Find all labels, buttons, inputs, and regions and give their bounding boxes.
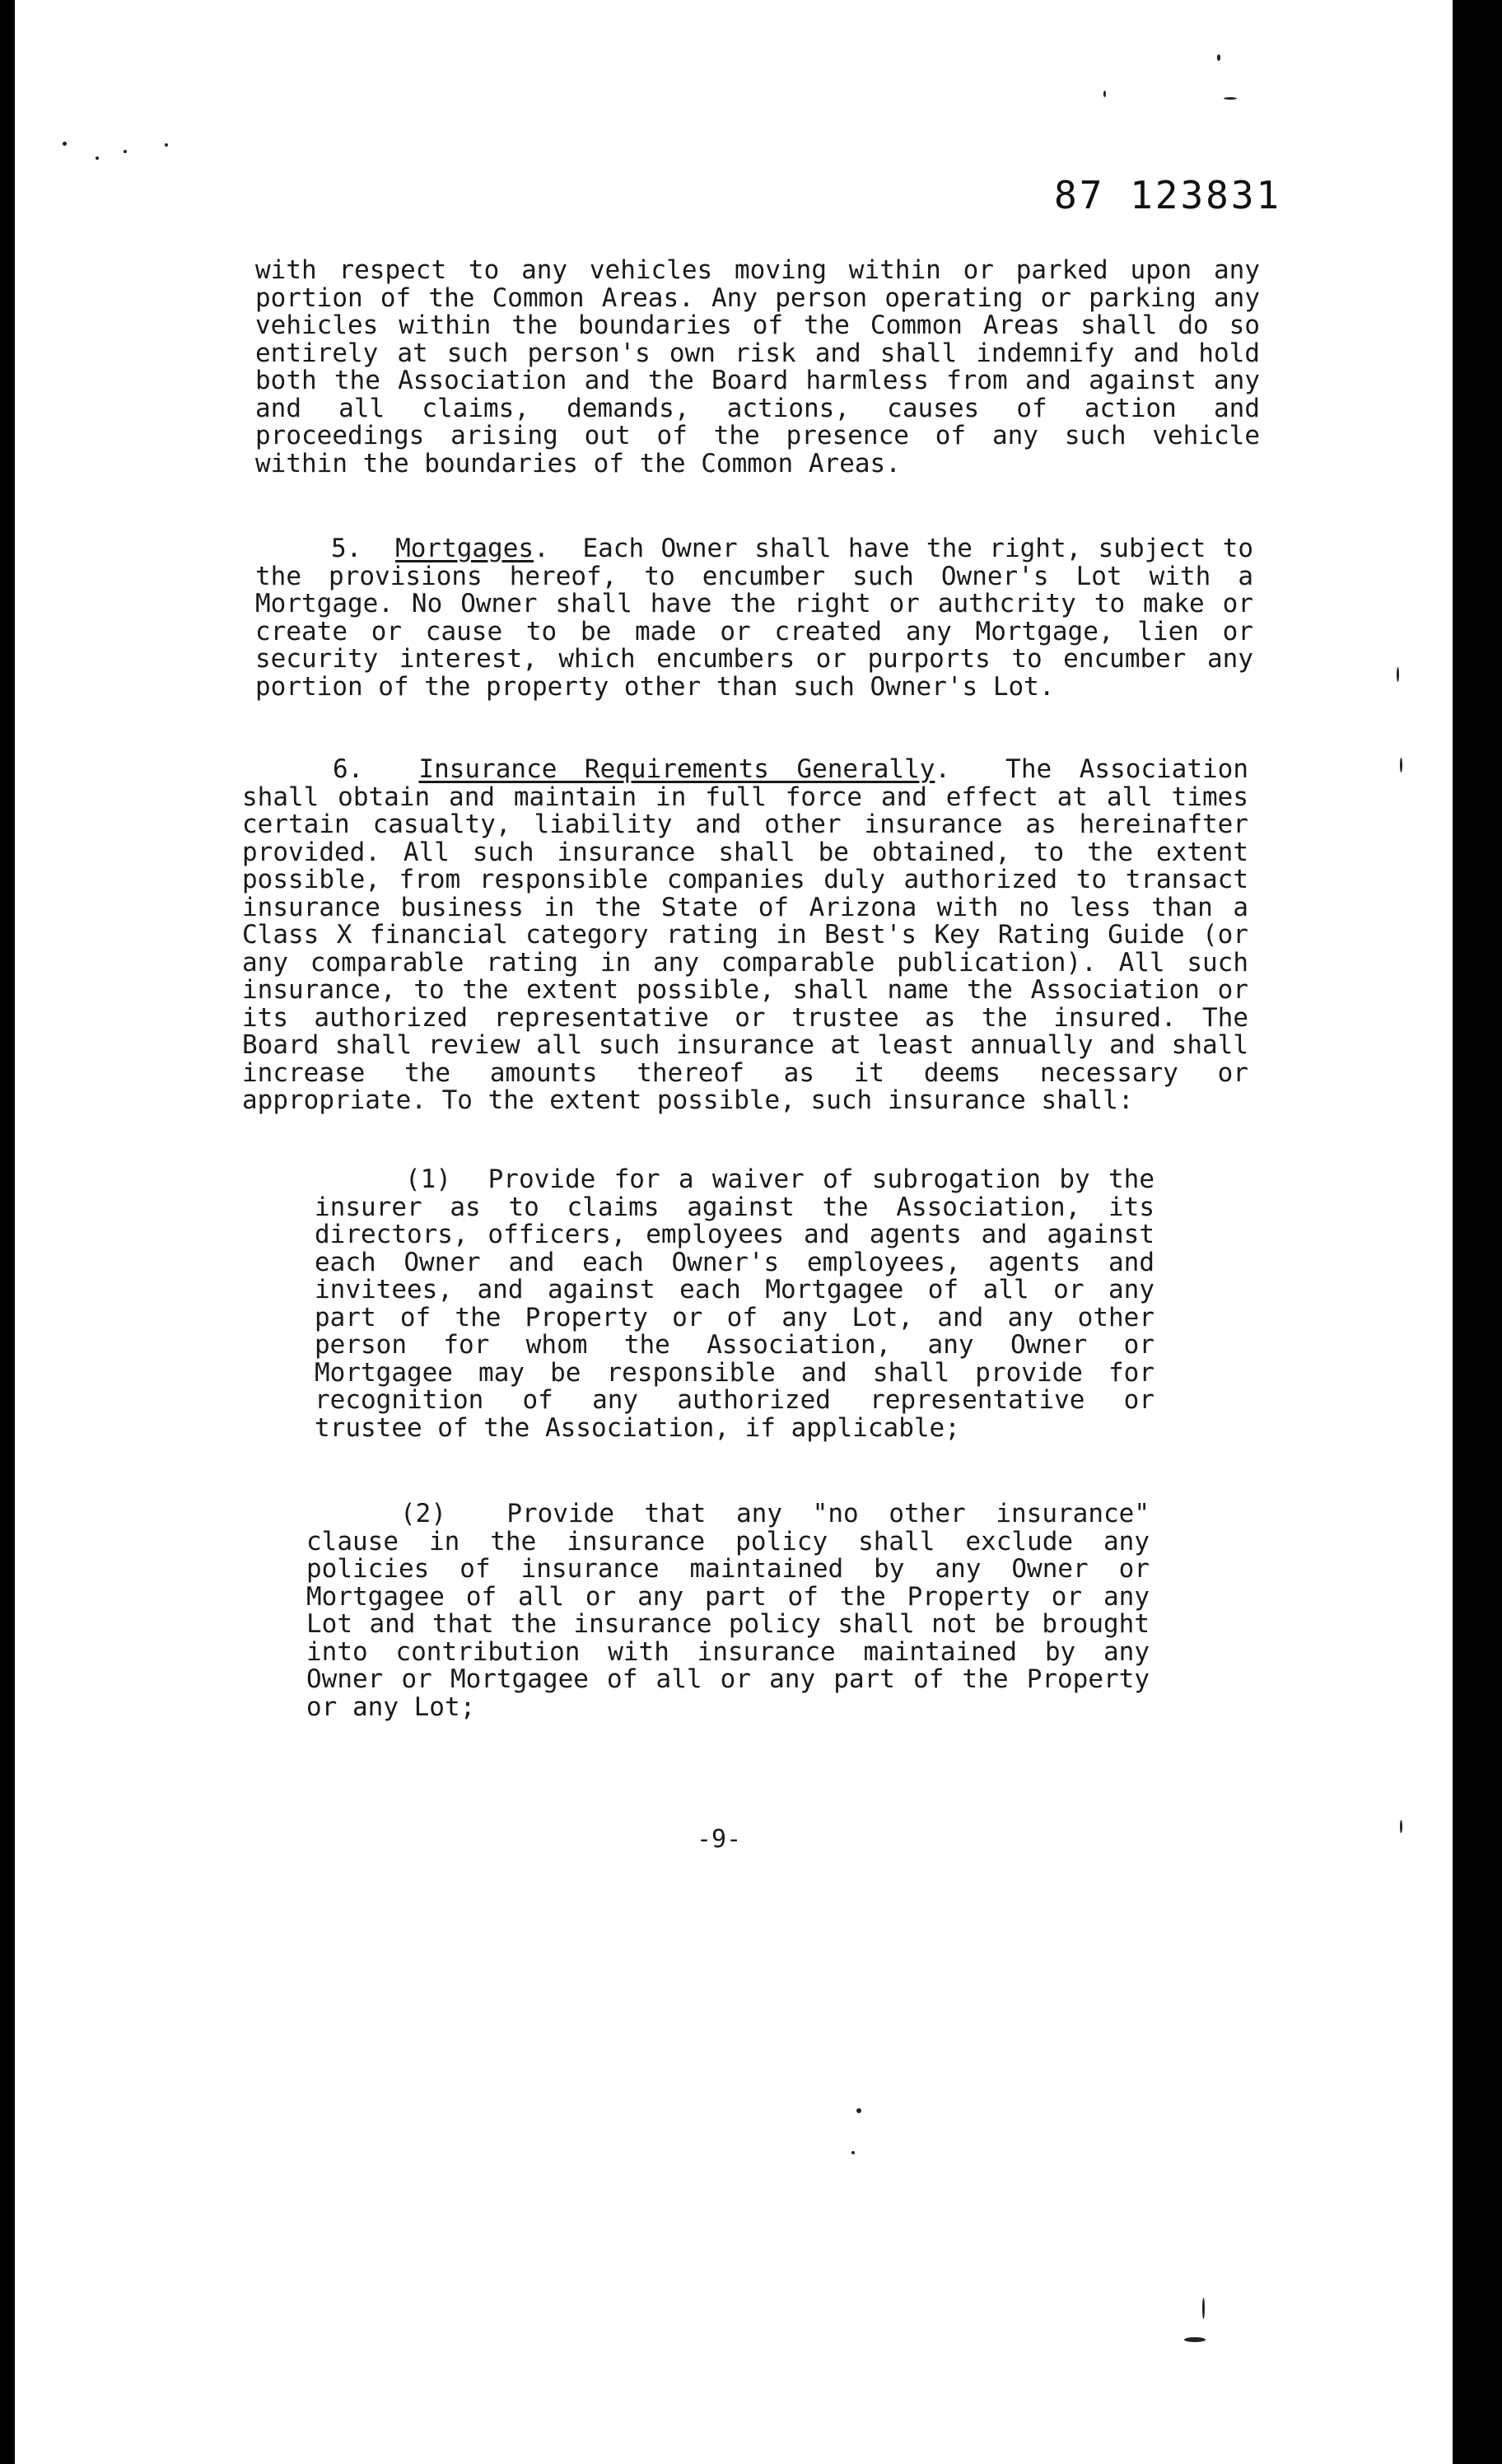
section-5-paragraph: 5. Mortgages. Each Owner shall have the right, subject to the provisions hereof, to encumber such Owner's Lot with a Mortgage. No Owner shall have the right or authcrity to make or create or cause to be made or created any Mortgage, lien or security interest, which encumbers or purports to encumber any portion of the property other than such Owner's Lot. <box>255 534 1253 702</box>
page-number: -9- <box>697 1825 742 1854</box>
section-6-heading: Insurance Requirements Generally <box>418 754 935 784</box>
section-6-paragraph: 6. Insurance Requirements Generally. The Association shall obtain and maintain in full force and effect at all times certain casualty, liability and other insurance as hereinafter provided. All such insurance shall be obtained, to the extent possible, from responsible companies duly authorized to transact insurance business in the State of Arizona with no less than a Class X financial category rating in Best's Key Rating Guide (or any comparable rating in any comparable publication). All such insurance, to the extent possible, shall name the Association or its authorized representative or trustee as the insured. The Board shall review all such insurance at least annually and shall increase the amounts thereof as it deems necessary or appropriate. To the extent possible, such insurance shall: <box>242 754 1249 1115</box>
continuation-paragraph: with respect to any vehicles moving within or parked upon any portion of the Common Areas. Any person operating or parking any vehicles within the boundaries of the Common Areas shall do so entirely at such person's own risk and shall indemnify and hold both the Association and the Board harmless from and against any and all claims, demands, actions, causes of action and proceedings arising out of the presence of any such vehicle within the boundaries of the Common Areas. <box>255 255 1260 478</box>
scan-speck <box>1217 54 1220 61</box>
scan-speck <box>96 156 99 160</box>
scan-border-right <box>1453 0 1502 2464</box>
section-6-body: The Association shall obtain and maintain in full force and effect at all times certain casualty, liability and other insurance as hereinafter provided. All such insurance shall be obtained, to the extent possible, from responsible companies duly authorized to transact insurance business in the State of Arizona with no less than a Class X financial category rating in Best's Key Rating Guide (or any comparable rating in any comparable publication). All such insurance, to the extent possible, shall name the Association or its authorized representative or trustee as the insured. The Board shall review all such insurance at least annually and shall increase the amounts thereof as it deems necessary or appropriate. To the extent possible, such insurance shall: <box>242 754 1249 1115</box>
scan-speck <box>1103 91 1106 97</box>
scan-speck <box>1400 1820 1402 1833</box>
scan-speck <box>1184 2337 1206 2342</box>
scan-speck <box>1400 758 1402 772</box>
scan-border-left <box>0 0 15 2464</box>
scan-speck <box>1397 667 1399 682</box>
recording-number: 87 123831 <box>1054 173 1282 217</box>
subitem-1-label: (1) <box>405 1164 451 1194</box>
scan-speck <box>63 142 67 146</box>
subitem-1-text: Provide for a waiver of subrogation by the insurer as to claims against the Association, its directors, officers, employees and agents and against each Owner and each Owner's employees, agents and invitees, and against each Mortgagee of all or any part of the Property or of any Lot, and any other person for whom the Association, any Owner or Mortgagee may be responsible and shall provide for recognition of any authorized representative or trustee of the Association, if applicable; <box>315 1164 1155 1443</box>
scan-speck <box>124 150 127 153</box>
subitem-2-text: Provide that any "no other insurance" clause in the insurance policy shall exclude any policies of insurance maintained by any Owner or Mortgagee of all or any part of the Property or any Lot and that the insurance policy shall not be brought into contribution with insurance maintained by any Owner or Mortgagee of all or any part of the Property or any Lot; <box>306 1499 1150 1722</box>
section-6-number: 6. <box>333 754 364 784</box>
subitem-1 <box>315 1166 1154 1442</box>
scan-speck <box>1224 97 1237 100</box>
section-5-heading: Mortgages <box>395 534 534 563</box>
scan-speck <box>856 2108 861 2113</box>
document-page <box>15 0 1453 2464</box>
scan-speck <box>1202 2298 1205 2319</box>
scan-speck <box>165 143 168 147</box>
subitem-2 <box>306 1500 1150 1721</box>
section-5-body: Each Owner shall have the right, subject to the provisions hereof, to encumber such Owner's Lot with a Mortgage. No Owner shall have the right or authcrity to make or create or cause to be made or created any Mortgage, lien or security interest, which encumbers or purports to encumber any portion of the property other than such Owner's Lot. <box>255 534 1253 702</box>
scan-speck <box>851 2151 855 2154</box>
subitem-2-label: (2) <box>400 1499 446 1528</box>
section-5-number: 5. <box>331 534 362 563</box>
